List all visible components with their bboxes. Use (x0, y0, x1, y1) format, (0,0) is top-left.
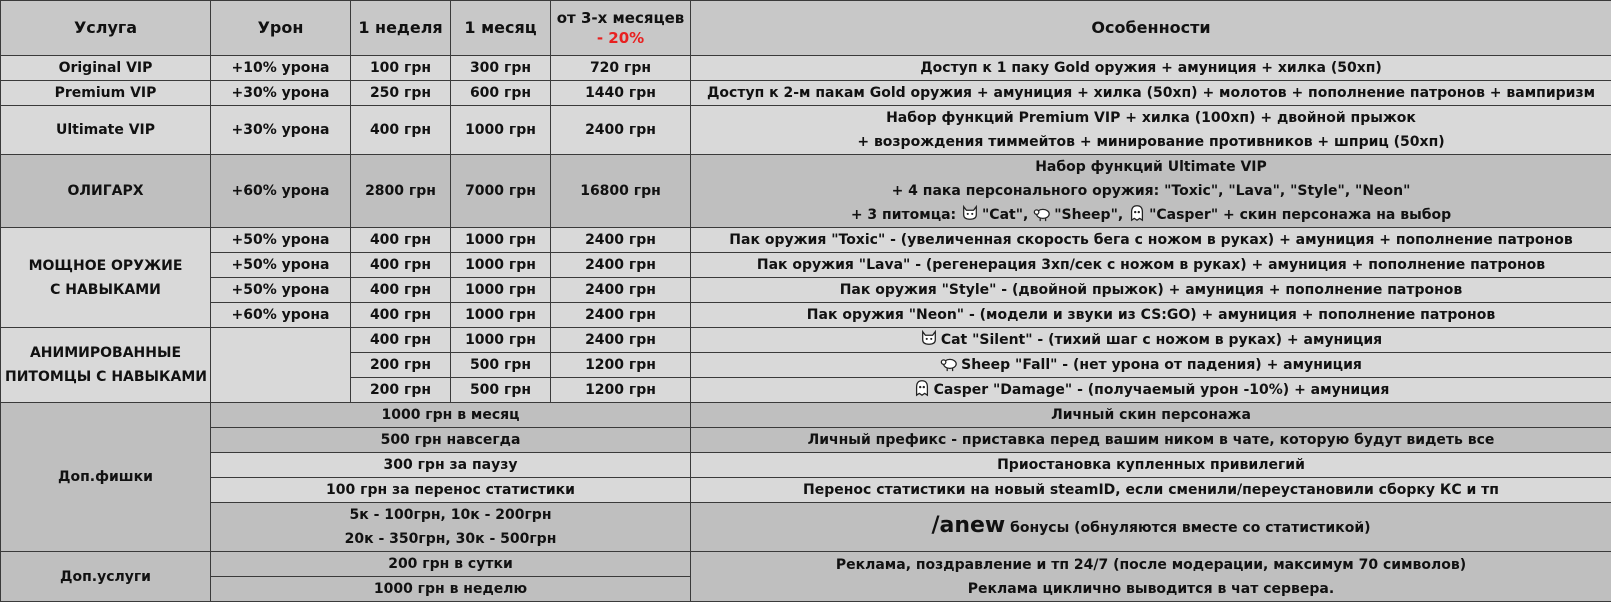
three-month-price: 16800 грн (551, 155, 691, 228)
pet-feature-text: Casper "Damage" - (получаемый урон -10%) + амуниция (933, 382, 1390, 398)
damage-cell: +60% урона (211, 303, 351, 328)
damage-cell: +30% урона (211, 106, 351, 155)
service-name-line: АНИМИРОВАННЫЕ (29, 345, 182, 361)
damage-cell-empty (211, 328, 351, 403)
month-price: 500 грн (451, 353, 551, 378)
features-cell: Доступ к 2-м пакам Gold оружия + амуниция + хилка (50хп) + молотов + пополнение патронов + вампиризм (691, 81, 1611, 106)
month-price: 1000 грн (451, 253, 551, 278)
features-cell (691, 353, 1611, 378)
three-month-price: 1200 грн (551, 353, 691, 378)
features-line: + возрождения тиммейтов + минирование противников + шприц (50хп) (857, 134, 1445, 150)
damage-cell: +60% урона (211, 155, 351, 228)
month-price: 600 грн (451, 81, 551, 106)
table-row (1, 403, 1611, 428)
cat-icon (961, 204, 979, 222)
three-month-price: 2400 грн (551, 106, 691, 155)
pet-feature-text: Cat "Silent" - (тихий шаг с ножом в руках) + амуниция (940, 332, 1383, 348)
header-discount: - 20% (596, 29, 645, 47)
anew-command: /anew (931, 513, 1006, 538)
damage-cell: +30% урона (211, 81, 351, 106)
service-name-line: ПИТОМЦЫ С НАВЫКАМИ (5, 369, 207, 385)
three-month-price: 2400 грн (551, 328, 691, 353)
damage-cell: +50% урона (211, 278, 351, 303)
features-cell: Перенос статистики на новый steamID, если сменили/переустановили сборку КС и тп (691, 478, 1611, 503)
cat-icon (920, 329, 938, 347)
service-price: 1000 грн в неделю (211, 577, 691, 602)
features-cell (691, 552, 1611, 602)
features-line (695, 203, 1607, 227)
features-line: + 4 пака персонального оружия: "Toxic", "Lava", "Style", "Neon" (891, 183, 1411, 199)
service-name: Доп.услуги (1, 552, 211, 602)
service-name: Premium VIP (1, 81, 211, 106)
extra-price: 300 грн за паузу (211, 453, 691, 478)
month-price: 1000 грн (451, 328, 551, 353)
features-cell: Пак оружия "Style" - (двойной прыжок) + амуниция + пополнение патронов (691, 278, 1611, 303)
month-price: 1000 грн (451, 303, 551, 328)
week-price: 400 грн (351, 303, 451, 328)
service-price: 200 грн в сутки (211, 552, 691, 577)
features-pet-sheep: "Sheep", (1054, 207, 1124, 223)
month-price: 1000 грн (451, 278, 551, 303)
header-features: Особенности (691, 1, 1611, 56)
table-row-original-vip (1, 56, 1611, 81)
table-row (1, 228, 1611, 253)
service-name: ОЛИГАРХ (1, 155, 211, 228)
three-month-price: 2400 грн (551, 253, 691, 278)
features-line: Набор функций Premium VIP + хилка (100хп) + двойной прыжок (886, 110, 1416, 126)
features-cell: Личный префикс - приставка перед вашим ником в чате, которую будут видеть все (691, 428, 1611, 453)
pet-feature-text: Sheep "Fall" - (нет урона от падения) + амуниция (961, 357, 1362, 373)
header-week: 1 неделя (351, 1, 451, 56)
week-price: 400 грн (351, 278, 451, 303)
month-price: 1000 грн (451, 228, 551, 253)
table-row-anew (1, 503, 1611, 552)
features-cell: Доступ к 1 паку Gold оружия + амуниция + хилка (50хп) (691, 56, 1611, 81)
features-cell (691, 503, 1611, 552)
extra-price: 500 грн навсегда (211, 428, 691, 453)
table-row (1, 328, 1611, 353)
sheep-icon (940, 354, 958, 372)
week-price: 400 грн (351, 106, 451, 155)
features-pets-prefix: + 3 питомца: (850, 207, 957, 223)
week-price: 200 грн (351, 378, 451, 403)
header-damage: Урон (211, 1, 351, 56)
damage-cell: +50% урона (211, 253, 351, 278)
three-month-price: 1200 грн (551, 378, 691, 403)
table-row (1, 303, 1611, 328)
features-line: Набор функций Ultimate VIP (1035, 159, 1267, 175)
header-service: Услуга (1, 1, 211, 56)
three-month-price: 2400 грн (551, 278, 691, 303)
week-price: 2800 грн (351, 155, 451, 228)
header-row (1, 1, 1611, 56)
header-three-months (551, 1, 691, 56)
damage-cell: +10% урона (211, 56, 351, 81)
month-price: 1000 грн (451, 106, 551, 155)
ghost-icon (1128, 204, 1146, 222)
service-name-line: С НАВЫКАМИ (50, 281, 161, 298)
three-month-price: 2400 грн (551, 303, 691, 328)
service-name (1, 228, 211, 328)
table-row-oligarch (1, 155, 1611, 228)
table-row (1, 552, 1611, 577)
service-name: Original VIP (1, 56, 211, 81)
features-cell: Пак оружия "Lava" - (регенерация 3хп/сек с ножом в руках) + амуниция + пополнение патронов (691, 253, 1611, 278)
damage-cell: +50% урона (211, 228, 351, 253)
features-cell (691, 328, 1611, 353)
features-cell: Пак оружия "Toxic" - (увеличенная скорость бега с ножом в руках) + амуниция + пополнение патронов (691, 228, 1611, 253)
week-price: 400 грн (351, 328, 451, 353)
table-row (1, 253, 1611, 278)
month-price: 7000 грн (451, 155, 551, 228)
three-month-price: 720 грн (551, 56, 691, 81)
week-price: 400 грн (351, 228, 451, 253)
week-price: 200 грн (351, 353, 451, 378)
service-name-line: МОЩНОЕ ОРУЖИЕ (28, 257, 183, 274)
service-name: Доп.фишки (1, 403, 211, 552)
week-price: 400 грн (351, 253, 451, 278)
anew-features: бонусы (обнуляются вместе со статистикой) (1010, 520, 1371, 536)
extra-price: 1000 грн в месяц (211, 403, 691, 428)
features-cell (691, 106, 1611, 155)
table-row-premium-vip (1, 81, 1611, 106)
table-row (1, 453, 1611, 478)
features-cell (691, 378, 1611, 403)
service-name (1, 328, 211, 403)
header-three-months-label: от 3-х месяцев (556, 9, 685, 27)
features-line: Реклама циклично выводится в чат сервера. (967, 580, 1335, 597)
features-cell: Пак оружия "Neon" - (модели и звуки из CS:GO) + амуниция + пополнение патронов (691, 303, 1611, 328)
header-month: 1 месяц (451, 1, 551, 56)
sheep-icon (1033, 204, 1051, 222)
extra-price: 100 грн за перенос статистики (211, 478, 691, 503)
week-price: 100 грн (351, 56, 451, 81)
features-pet-casper: "Casper" + скин персонажа на выбор (1149, 207, 1452, 223)
three-month-price: 1440 грн (551, 81, 691, 106)
anew-price-line: 20к - 350грн, 30к - 500грн (344, 531, 557, 547)
ghost-icon (913, 379, 931, 397)
table-row (1, 278, 1611, 303)
extra-price (211, 503, 691, 552)
month-price: 500 грн (451, 378, 551, 403)
features-cell (691, 155, 1611, 228)
month-price: 300 грн (451, 56, 551, 81)
features-cell: Личный скин персонажа (691, 403, 1611, 428)
service-name: Ultimate VIP (1, 106, 211, 155)
features-pet-cat: "Cat", (982, 207, 1029, 223)
table-row (1, 478, 1611, 503)
table-row (1, 428, 1611, 453)
week-price: 250 грн (351, 81, 451, 106)
features-cell: Приостановка купленных привилегий (691, 453, 1611, 478)
table-row-ultimate-vip (1, 106, 1611, 155)
three-month-price: 2400 грн (551, 228, 691, 253)
features-line: Реклама, поздравление и тп 24/7 (после модерации, максимум 70 символов) (835, 556, 1467, 573)
anew-price-line: 5к - 100грн, 10к - 200грн (349, 507, 552, 523)
